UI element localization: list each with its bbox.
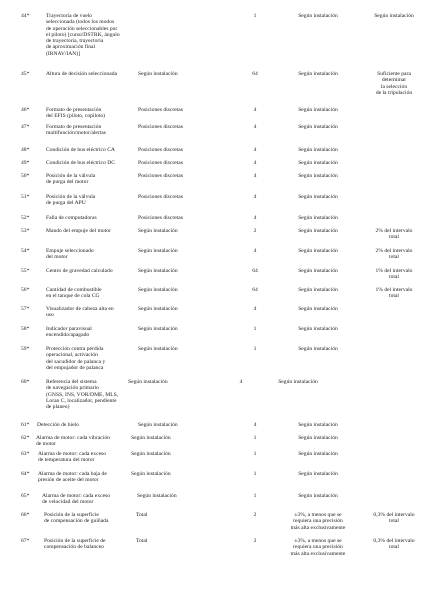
row-accuracy: 2% del intervalo total (375, 228, 413, 241)
row-description: Centro de gravedad calculado (46, 268, 113, 274)
row-update: Según instalación (298, 13, 338, 19)
row-update: Según instalación (298, 493, 338, 499)
row-range: Total (136, 538, 148, 544)
row-update: Según instalación (298, 287, 338, 293)
row-description: Posición de la superficie de compensación de guiñada (44, 512, 109, 525)
row-range: Posiciones discretas (138, 124, 183, 130)
row-number: 46* (21, 107, 30, 113)
row-update: ±3%, a menos que se requiera una precisión más alta exclusivamente (290, 512, 346, 531)
row-resolution: 1 (253, 326, 257, 332)
row-resolution: 1 (253, 451, 257, 457)
row-description: Empuje seleccionado del motor (46, 248, 94, 261)
row-resolution: 4 (253, 422, 257, 428)
row-accuracy: Según instalación (374, 13, 414, 19)
row-update: ±3%, a menos que se requiera una precisión más alta exclusivamente (290, 538, 346, 557)
row-accuracy: 1% del intervalo total (375, 268, 413, 281)
row-resolution: 64 (252, 268, 258, 274)
row-range: Según instalación (138, 422, 178, 428)
row-update: Según instalación (298, 326, 338, 332)
row-description: Indicador paravisual encendido/apagado (46, 326, 92, 339)
row-number: 67* (21, 538, 30, 544)
row-number: 66* (21, 512, 30, 518)
row-update: Según instalación (298, 248, 338, 254)
row-description: Posición de la superficie de compensación de balanceo (44, 538, 106, 551)
row-number: 59* (21, 346, 30, 352)
row-range: Según instalación (138, 306, 178, 312)
row-range: Según instalación (138, 287, 178, 293)
row-range: Total (136, 512, 148, 518)
row-description: Alarma de motor: cada exceso de temperatura del motor (38, 451, 107, 464)
row-description: Posición de la válvula de purga del APU (46, 194, 96, 207)
row-description: Formato de presentación multifunción/motor/alertas (46, 124, 106, 137)
row-description: Detección de hielo (37, 422, 79, 428)
row-description: Falla de computadoras (46, 215, 97, 221)
row-number: 52* (21, 215, 30, 221)
row-range: Según instalación (131, 435, 171, 441)
row-update: Según instalación (298, 471, 338, 477)
row-description: Alarma de motor: cada exceso de velocidad del motor (42, 493, 111, 506)
row-update: Según instalación (298, 147, 338, 153)
row-update: Según instalación (278, 379, 318, 385)
row-range: Según instalación (138, 228, 178, 234)
row-range: Según instalación (131, 471, 171, 477)
row-resolution: 4 (253, 194, 257, 200)
row-update: Según instalación (298, 215, 338, 221)
row-resolution: 2 (253, 538, 257, 544)
row-range: Posiciones discretas (138, 160, 183, 166)
row-update: Según instalación (298, 451, 338, 457)
row-number: 56* (21, 287, 30, 293)
row-update: Según instalación (298, 268, 338, 274)
row-update: Según instalación (298, 160, 338, 166)
row-range: Según instalación (131, 451, 171, 457)
row-number: 58* (21, 326, 30, 332)
row-number: 51* (21, 194, 30, 200)
row-description: Alarma de motor: cada vibración de motor (36, 435, 110, 448)
row-number: 48* (21, 147, 30, 153)
row-resolution: 4 (253, 215, 257, 221)
row-range: Según instalación (128, 379, 168, 385)
row-number: 64* (21, 471, 30, 477)
row-update: Según instalación (298, 71, 338, 77)
row-accuracy: 0,3% del intervalo total (373, 538, 415, 551)
row-range: Según instalación (137, 493, 177, 499)
row-number: 45* (21, 71, 30, 77)
row-resolution: 2 (253, 512, 257, 518)
row-accuracy: Suficiente para determinar la selección de la tripulación (375, 71, 413, 96)
row-number: 61* (21, 422, 30, 428)
row-resolution: 64 (252, 71, 258, 77)
row-description: Alarma de motor: cada baja de presión de aceite del motor (38, 471, 107, 484)
row-description: Protección contra pérdida operacional, activación del sacudidor de palanca y del empujador de palanca (46, 346, 106, 371)
row-range: Según instalación (138, 248, 178, 254)
row-range: Según instalación (138, 71, 178, 77)
row-resolution: 1 (253, 435, 257, 441)
row-resolution: 1 (253, 471, 257, 477)
row-resolution: 4 (253, 107, 257, 113)
row-range: Posiciones discretas (138, 147, 183, 153)
row-number: 50* (21, 173, 30, 179)
row-number: 49* (21, 160, 30, 166)
row-range: Según instalación (138, 326, 178, 332)
row-resolution: 2 (253, 228, 257, 234)
row-range: Posiciones discretas (138, 215, 183, 221)
row-accuracy: 0,3% del intervalo total (373, 512, 415, 525)
row-resolution: 1 (253, 493, 257, 499)
row-number: 44* (21, 13, 30, 19)
row-accuracy: 2% del intervalo total (375, 248, 413, 261)
row-resolution: 4 (253, 147, 257, 153)
row-number: 54* (21, 248, 30, 254)
row-number: 57* (21, 306, 30, 312)
row-number: 60* (21, 379, 30, 385)
row-description: Mando del empuje del motor (46, 228, 111, 234)
row-range: Posiciones discretas (138, 173, 183, 179)
row-description: Condición de bus eléctrico DC (46, 160, 115, 166)
row-accuracy: 1% del intervalo total (375, 287, 413, 300)
row-range: Según instalación (138, 346, 178, 352)
row-resolution: 4 (253, 160, 257, 166)
row-number: 63* (21, 451, 30, 457)
row-number: 65* (21, 493, 30, 499)
row-description: Trayectoria de vuelo seleccionada (todos los modos de operación seleccionables por el piloto) [curso/DSTRK, ángulo de trayectoria, trayectoria de aproximación final (IRNAV/IAN)] (46, 13, 120, 57)
row-resolution: 1 (253, 346, 257, 352)
row-resolution: 4 (253, 306, 257, 312)
row-description: Referencia del sistema de navegación primario (GNSS, INS, VOR/DME, MLS, Loran C, localizador, pendiente de planeo) (46, 379, 119, 411)
row-description: Cantidad de combustible en el tanque de cola CG (46, 287, 102, 300)
row-update: Según instalación (298, 306, 338, 312)
row-range: Posiciones discretas (138, 194, 183, 200)
row-resolution: 4 (253, 124, 257, 130)
row-resolution: 1 (253, 13, 257, 19)
row-resolution: 4 (239, 379, 243, 385)
row-update: Según instalación (298, 435, 338, 441)
row-update: Según instalación (298, 107, 338, 113)
row-description: Formato de presentación del EFIS (piloto, copiloto) (46, 107, 106, 120)
row-resolution: 64 (252, 287, 258, 293)
row-resolution: 4 (253, 173, 257, 179)
row-number: 53* (21, 228, 30, 234)
row-update: Según instalación (298, 194, 338, 200)
row-resolution: 4 (253, 248, 257, 254)
row-description: Visualizador de cabeza alta en uso (46, 306, 114, 319)
row-description: Posición de la válvula de purga del motor (46, 173, 96, 186)
row-description: Condición de bus eléctrico CA (46, 147, 115, 153)
row-number: 55* (21, 268, 30, 274)
row-range: Posiciones discretas (138, 107, 183, 113)
row-update: Según instalación (298, 422, 338, 428)
row-update: Según instalación (298, 228, 338, 234)
row-update: Según instalación (298, 346, 338, 352)
row-range: Según instalación (138, 268, 178, 274)
row-description: Altura de decisión seleccionada (46, 71, 117, 77)
row-update: Según instalación (298, 173, 338, 179)
row-update: Según instalación (298, 124, 338, 130)
row-number: 62* (21, 435, 30, 441)
row-number: 47* (21, 124, 30, 130)
